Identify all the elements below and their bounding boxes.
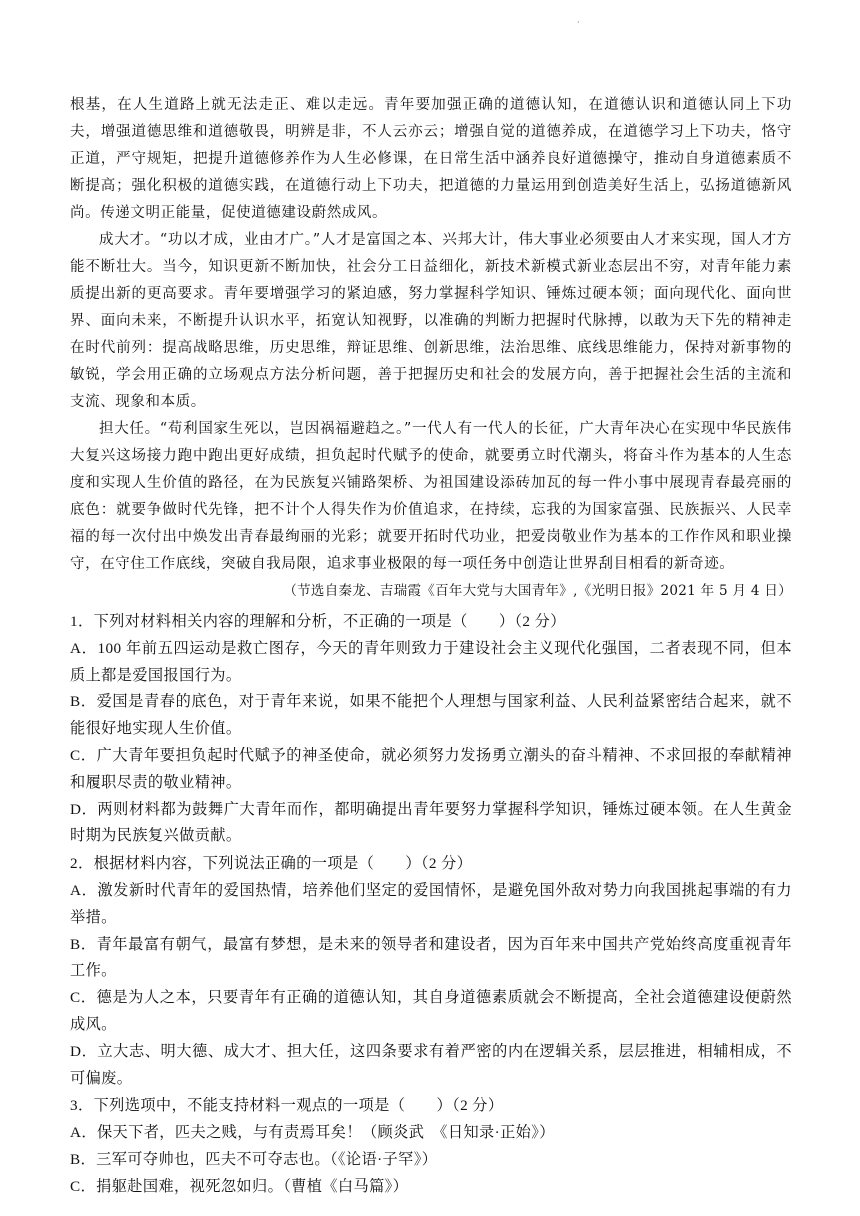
question-stem: 2．根据材料内容，下列说法正确的一项是（ ）（2 分）: [70, 855, 473, 873]
option-b: B．青年最富有朝气，最富有梦想，是未来的领导者和建设者，因为百年来中国共产党始终高度重视青年工作。: [70, 935, 792, 980]
question-1: [70, 609, 792, 850]
option-c: C．捐躯赴国难，视死忽如归。（曹植《白马篇》）: [70, 1177, 409, 1195]
passage-paragraph: 成大才。“功以才成，业由才广。”人才是富国之本、兴邦大计，伟大事业必须要由人才来实现，国人才方能不断壮大。当今，知识更新不断加快，社会分工日益细化，新技术新模式新业态层出不穷，对青年能力素质提出新的更高要求。青年要增强学习的紧迫感，努力掌握科学知识、锤炼过硬本领；面向现代化、面向世界、面向未来，不断提升认识水平，拓宽认知视野，以准确的判断力把握时代脉搏，以敢为天下先的精神走在时代前列：提高战略思维，历史思维，辩证思维、创新思维，法治思维、底线思维能力，保持对新事物的敏锐，学会用正确的立场观点方法分析问题，善于把握历史和社会的发展方向，善于把握社会生活的主流和支流、现象和本质。: [70, 232, 792, 410]
exam-page: [70, 92, 792, 1201]
passage-source: （节选自秦龙、吉瑞霞《百年大党与大国青年》,《光明日报》2021 年 5 月 4 日）: [283, 583, 792, 599]
passage-paragraph: 担大任。“苟利国家生死以，岂因祸福避趋之。”一代人有一代人的长征，广大青年决心在实现中华民族伟大复兴这场接力跑中跑出更好成绩，担负起时代赋予的使命，就要勇立时代潮头，将奋斗作为基本的人生态度和实现人生价值的路径，在为民族复兴铺路架桥、为祖国建设添砖加瓦的每一件小事中展现青春最亮丽的底色：就要争做时代先锋，把不计个人得失作为价值追求，在持续，忘我的为国家富强、民族振兴、人民幸福的每一次付出中焕发出青春最绚丽的光彩；就要开拓时代功业，把爱岗敬业作为基本的工作作风和职业操守，在守住工作底线，突破自我局限，追求事业极限的每一项任务中创造让世界刮目相看的新奇迹。: [70, 421, 792, 572]
passage-paragraph: 根基，在人生道路上就无法走正、难以走远。青年要加强正确的道德认知，在道德认识和道德认同上下功夫，增强道德思维和道德敬畏，明辨是非，不人云亦云；增强自觉的道德养成，在道德学习上下功夫，恪守正道，严守规矩，把提升道德修养作为人生必修课，在日常生活中涵养良好道德操守，推动自身道德素质不断提高；强化积极的道德实践，在道德行动上下功夫，把道德的力量运用到创造美好生活上，弘扬道德新风尚。传递文明正能量，促使道德建设蔚然成风。: [70, 97, 792, 221]
option-a: A．保天下者，匹夫之贱，与有责焉耳矣！（顾炎武 《日知录·正始》）: [70, 1124, 555, 1142]
question-3: [70, 1093, 792, 1200]
option-b: B．三军可夺帅也，匹夫不可夺志也。（《论语·子罕》）: [70, 1150, 438, 1168]
option-b: B．爱国是青春的底色，对于青年来说，如果不能把个人理想与国家利益、人民利益紧密结合起来，就不能很好地实现人生价值。: [70, 693, 792, 738]
question-stem: 1．下列对材料相关内容的理解和分析，不正确的一项是（ ）（2 分）: [70, 613, 566, 630]
option-d: D．两则材料都为鼓舞广大青年而作，都明确提出青年要努力掌握科学知识，锤炼过硬本领。在人生黄金时期为民族复兴做贡献。: [70, 800, 792, 845]
option-d: D．立大志、明大德、成大才、担大任，这四条要求有着严密的内在逻辑关系，层层推进，相辅相成，不可偏废。: [70, 1042, 792, 1087]
page-marker: ·: [577, 18, 580, 27]
option-a: A．100 年前五四运动是救亡图存，今天的青年则致力于建设社会主义现代化强国，二者表现不同，但本质上都是爱国报国行为。: [70, 639, 792, 684]
option-a: A．激发新时代青年的爱国热情，培养他们坚定的爱国情怀，是避免国外敌对势力向我国挑起事端的有力举措。: [70, 881, 792, 926]
question-2: [70, 851, 792, 1092]
option-c: C．广大青年要担负起时代赋予的神圣使命，就必须努力发扬勇立潮头的奋斗精神、不求回报的奉献精神和履职尽责的敬业精神。: [70, 746, 792, 791]
option-c: C．德是为人之本，只要青年有正确的道德认知，其自身道德素质就会不断提高，全社会道德建设便蔚然成风。: [70, 989, 792, 1033]
question-stem: 3．下列选项中，不能支持材料一观点的一项是（ ）（2 分）: [70, 1097, 504, 1115]
